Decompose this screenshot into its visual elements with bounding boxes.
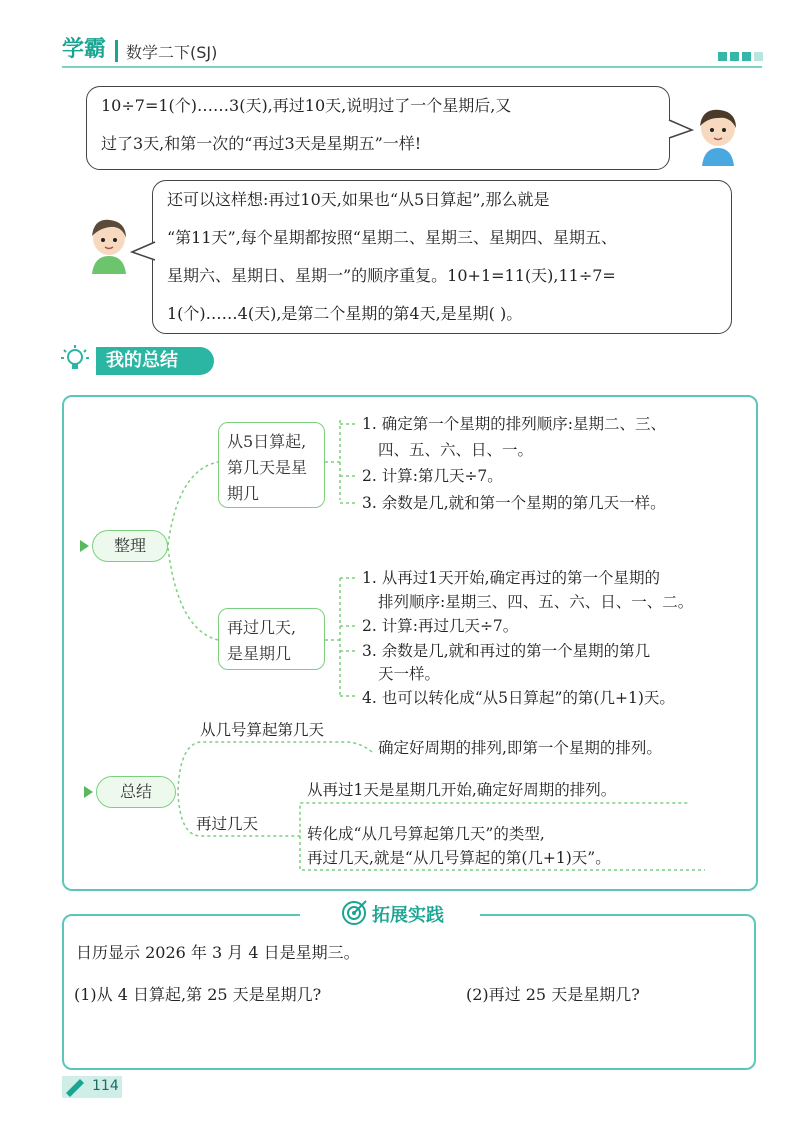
node2-item: 3. 余数是几,就和再过的第一个星期的第几 — [362, 642, 651, 660]
node1-item: 1. 确定第一个星期的排列顺序:星期二、三、 — [362, 415, 666, 433]
page-number: 114 — [92, 1078, 119, 1094]
bubble-line: 还可以这样想:再过10天,如果也“从5日算起”,那么就是 — [167, 190, 550, 209]
node2-item: 4. 也可以转化成“从5日算起”的第(几+1)天。 — [362, 689, 675, 707]
node2-item: 天一样。 — [378, 665, 441, 683]
node-from-day5 — [218, 422, 325, 508]
bubble-line: 1(个)……4(天),是第二个星期的第4天,是星期( )。 — [167, 304, 523, 323]
subject-title: 数学二下(SJ) — [126, 43, 218, 62]
node-label: 第几天是星 — [227, 458, 308, 477]
branch1-text: 确定好周期的排列,即第一个星期的排列。 — [378, 739, 662, 757]
extension-question-1: (1)从 4 日算起,第 25 天是星期几? — [74, 985, 322, 1004]
bubble-line: “第11天”,每个星期都按照“星期二、星期三、星期四、星期五、 — [167, 228, 617, 247]
node2-item: 排列顺序:星期三、四、五、六、日、一、二。 — [378, 593, 694, 611]
extension-intro: 日历显示 2026 年 3 月 4 日是星期三。 — [76, 943, 360, 962]
summary-title: 我的总结 — [96, 347, 214, 375]
branch2-text: 从再过1天是星期几开始,确定好周期的排列。 — [307, 781, 617, 799]
pencil-icon — [64, 1077, 88, 1097]
node1-item: 四、五、六、日、一。 — [378, 441, 534, 459]
node-label: 期几 — [227, 484, 260, 503]
arrow-right-icon — [80, 540, 89, 552]
node-label: 是星期几 — [227, 644, 292, 663]
node2-item: 1. 从再过1天开始,确定再过的第一个星期的 — [362, 569, 661, 587]
zongjie-pill: 总结 — [96, 776, 176, 808]
extension-title: 拓展实践 — [372, 905, 444, 926]
node1-item: 3. 余数是几,就和第一个星期的第几天一样。 — [362, 494, 666, 512]
extension-question-2: (2)再过 25 天是星期几? — [466, 985, 640, 1004]
node-label: 从5日算起, — [227, 432, 307, 451]
branch1-label: 从几号算起第几天 — [200, 721, 325, 739]
node-after-days — [218, 608, 325, 670]
node2-item: 2. 计算:再过几天÷7。 — [362, 617, 519, 635]
bubble-line: 10÷7=1(个)……3(天),再过10天,说明过了一个星期后,又 — [101, 96, 512, 115]
bubble-line: 星期六、星期日、星期一”的顺序重复。10+1=11(天),11÷7= — [167, 266, 616, 285]
bubble-line: 过了3天,和第一次的“再过3天是星期五”一样! — [101, 134, 422, 153]
branch2-text: 再过几天,就是“从几号算起的第(几+1)天”。 — [307, 849, 611, 867]
node-label: 再过几天, — [227, 618, 297, 637]
target-icon — [340, 899, 368, 927]
branch2-text: 转化成“从几号算起第几天”的类型, — [307, 825, 545, 843]
branch2-label: 再过几天 — [196, 815, 259, 833]
zhengli-pill: 整理 — [92, 530, 168, 562]
brand-logo: 学霸 — [62, 37, 107, 62]
arrow-right-icon — [84, 786, 93, 798]
node1-item: 2. 计算:第几天÷7。 — [362, 467, 503, 485]
